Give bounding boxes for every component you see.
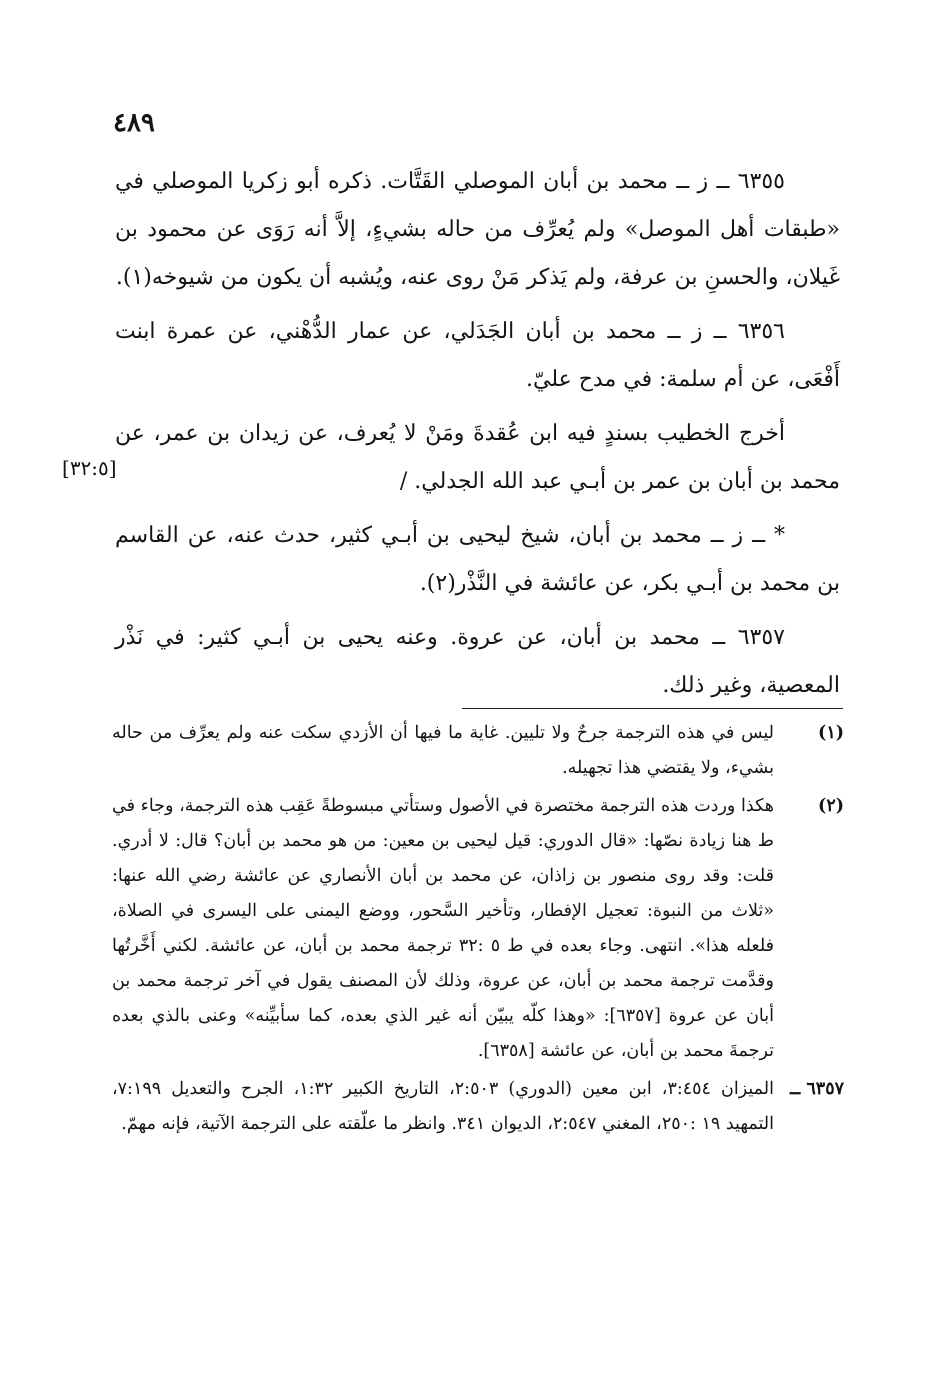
footnote-text: الميزان ٣:٤٥٤، ابن معين (الدوري) ٢:٥٠٣، التاريخ الكبير ١:٣٢، الجرح والتعديل ٧:١٩٩، التمهيد ١٩ :٢٥٠، المغني ٢:٥٤٧، الديوان ٣٤١. وانظر ما علّقته على الترجمة الآتية، فإنه مهمّ. (112, 1079, 774, 1134)
main-text (115, 158, 840, 716)
footnote-text: ليس في هذه الترجمة جرحٌ ولا تليين. غاية ما فيها أن الأزدي سكت عنه ولم يعرِّف من حاله بشيء، ولا يقتضي هذا تجهيله. (112, 723, 774, 778)
footnote-separator (462, 708, 843, 709)
entry-unnumbered: * ــ ز ــ محمد بن أبان، شيخ ليحيى بن أبـي كثير، حدث عنه، عن القاسم بن محمد بن أبـي بكر، عن عائشة في النَّذْر(٢). (115, 523, 840, 596)
footnote-2 (112, 789, 844, 1069)
page-number: ٤٨٩ (113, 108, 155, 138)
footnote-6357 (112, 1072, 844, 1142)
margin-reference: [٣٢:٥] (62, 456, 117, 480)
footnote-text: هكذا وردت هذه الترجمة مختصرة في الأصول وستأتي مبسوطةً عَقِب هذه الترجمة، وجاء في ط هنا زيادة نصّها: «قال الدوري: قيل ليحيى بن معين: من هو محمد بن أبان؟ قال: لا أدري. قلت: وقد روى منصور بن زاذان، عن محمد بن أبان الأنصاري عن عائشة رضي الله عنها: «ثلاث من النبوة: تعجيل الإفطار، وتأخير السَّحور، ووضع اليمنى على اليسرى في الصلاة، فلعله هذا». انتهى. وجاء بعده في ط ٥ :٣٢ ترجمة محمد بن أبان، عن عائشة. لكني أَخَّرتُها وقدَّمت ترجمة محمد بن أبان، عن عروة، وذلك لأن المصنف يقول في آخر ترجمة محمد بن أبان عن عروة [٦٣٥٧]: «وهذا كلّه يبيّن أنه غير الذي بعده، كما سأبيِّنه» وعنى بالذي بعده ترجمةَ محمد بن أبان، عن عائشة [٦٣٥٨]. (112, 796, 775, 1061)
footnote-1 (112, 716, 844, 786)
footnote-label: (١) (818, 723, 844, 743)
entry-6357: ٦٣٥٧ ــ محمد بن أبان، عن عروة. وعنه يحيى بن أبـي كثير: في نَذْر المعصية، وغير ذلك. (115, 625, 840, 698)
footnotes (112, 716, 844, 1145)
footnote-label: (٢) (818, 796, 844, 816)
entry-6355: ٦٣٥٥ ــ ز ــ محمد بن أبان الموصلي القَتَّات. ذكره أبو زكريا الموصلي في «طبقات أهل الموصل» ولم يُعرِّف من حاله بشيءٍ، إلاَّ أنه رَوَى عن محمود بن غَيلان، والحسنِ بن عرفة، ولم يَذكر مَنْ روى عنه، ويُشبه أن يكون من شيوخه(١). (115, 169, 840, 290)
entry-6356-note: أخرج الخطيب بسندٍ فيه ابن عُقدةَ ومَنْ لا يُعرف، عن زيدان بن عمر، عن محمد بن أبان بن عمر بن أبـي عبد الله الجدلي. / (115, 421, 840, 494)
footnote-label: ٦٣٥٧ ــ (790, 1079, 844, 1099)
entry-6356: ٦٣٥٦ ــ ز ــ محمد بن أبان الجَدَلي، عن عمار الدُّهْني، عن عمرة ابنت أَفْعَى، عن أم سلمة: في مدح عليّ. (115, 319, 840, 392)
